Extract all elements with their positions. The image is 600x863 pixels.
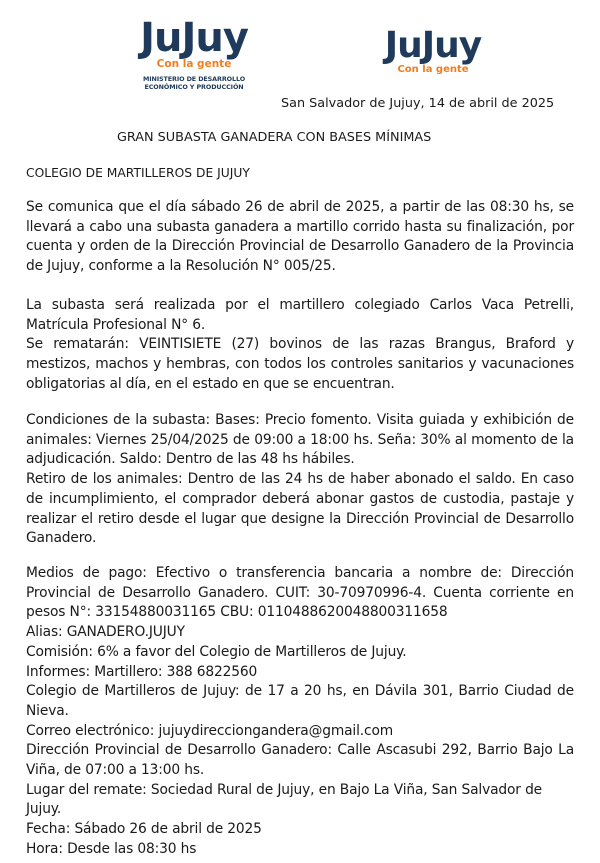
payment-contact-paragraph: [26, 564, 574, 860]
document-date: San Salvador de Jujuy, 14 de abril de 2025: [281, 96, 555, 111]
auctioneer-text: La subasta será realizada por el martillero colegiado Carlos Vaca Petrelli, Matrícula Profesional N° 6.: [26, 297, 574, 333]
venue-text: Lugar del remate: Sociedad Rural de Jujuy, en Bajo La Viña, San Salvador de Jujuy.: [26, 781, 543, 818]
logo-wordmark: JuJuy: [140, 15, 248, 61]
commission-text: Comisión: 6% a favor del Colegio de Martilleros de Jujuy.: [26, 643, 407, 660]
alias-text: Alias: GANADERO.JUJUY: [26, 624, 185, 641]
ministry-name-line1: MINISTERIO DE DESARROLLO: [142, 74, 246, 83]
pickup-text: Retiro de los animales: Dentro de las 24 hs de haber abonado el saldo. En caso de incumplimiento, el comprador deberá abonar gastos de custodia, pastaje y realizar el retiro desde el lugar que designe la Dirección Provincial de Desarrollo Ganadero.: [26, 471, 574, 547]
organization-name: COLEGIO DE MARTILLEROS DE JUJUY: [26, 166, 250, 180]
intro-text: Se comunica que el día sábado 26 de abril de 2025, a partir de las 08:30 hs, se llevará a cabo una subasta ganadera a martillo corrido hasta su finalización, por cuenta y orden de la Dirección Provincial de Desarrollo Ganadero de la Provincia de Jujuy, conforme a la Resolución N° 005/25.: [26, 199, 574, 275]
email-text: Correo electrónico: jujuydirecciongandera@gmail.com: [26, 722, 394, 739]
college-hours-text: Colegio de Martilleros de Jujuy: de 17 a 20 hs, en Dávila 301, Barrio Ciudad de Nieva.: [26, 683, 574, 719]
logo-tagline: Con la gente: [397, 64, 469, 75]
directorate-text: Dirección Provincial de Desarrollo Ganadero: Calle Ascasubi 292, Barrio Bajo La Viña, de 07:00 a 13:00 hs.: [26, 742, 574, 779]
time-text: Hora: Desde las 08:30 hs: [26, 840, 197, 857]
jujuy-logo: [374, 25, 492, 75]
jujuy-ministry-logo: [132, 15, 256, 91]
intro-paragraph: [26, 198, 574, 277]
conditions-text: Condiciones de la subasta: Bases: Precio fomento. Visita guiada y exhibición de animales: Viernes 25/04/2025 de 09:00 a 18:00 hs. Seña: 30% al momento de la adjudicación. Saldo: Dentro de las 48 hs hábiles.: [26, 412, 574, 468]
lots-text: Se rematarán: VEINTISIETE (27) bovinos de las razas Brangus, Braford y mestizos, machos y hembras, con todos los controles sanitarios y vacunaciones obligatorias al día, en el estado en que se encuentran.: [26, 336, 574, 392]
document-title: GRAN SUBASTA GANADERA CON BASES MÍNIMAS: [117, 130, 432, 145]
payment-text: Medios de pago: Efectivo o transferencia bancaria a nombre de: Dirección Provincial de Desarrollo Ganadero. CUIT: 30-70970996-4. Cuenta corriente en pesos N°: 33154880031165 CBU: 0110488620048800311658: [26, 565, 574, 621]
ministry-name-line2: ECONÓMICO Y PRODUCCIÓN: [144, 82, 244, 91]
auction-details-paragraph: [26, 296, 574, 395]
info-text: Informes: Martillero: 388 6822560: [26, 663, 258, 680]
date-text: Fecha: Sábado 26 de abril de 2025: [26, 821, 262, 838]
logo-tagline: Con la gente: [156, 58, 232, 70]
logo-wordmark: JuJuy: [384, 25, 482, 66]
conditions-paragraph: [26, 411, 574, 549]
